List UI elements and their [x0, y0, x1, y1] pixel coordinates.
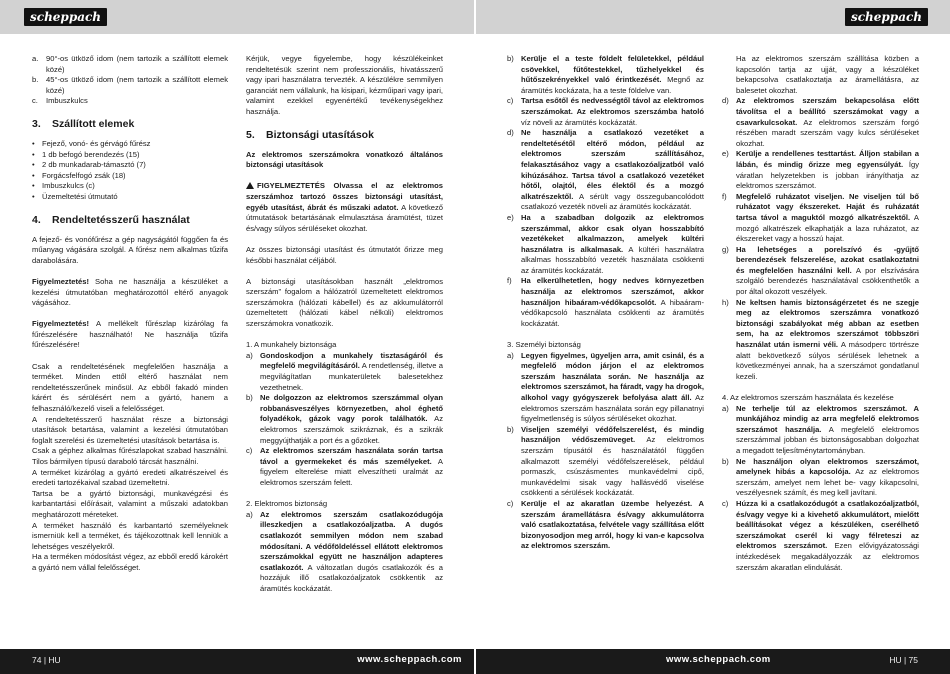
subsection-title: 2. Elektromos biztonság — [246, 499, 328, 509]
website-link[interactable]: www.scheppach.com — [357, 654, 462, 665]
paragraph: Az összes biztonsági utasítást és útmutatót őrizze meg későbbi használat céljából. — [246, 244, 443, 265]
subheading: Az elektromos szerszámokra vonatkozó általános biztonsági utasítások — [246, 149, 443, 170]
list-item: e) Kerülje a rendellenes testtartást. Álljon stabilan a lábán, és mindig őrizze meg egyensúlyát. Így váratlan helyzetekben is jobban irányíthatja az elektromos szerszámot. — [722, 149, 919, 191]
section-heading: 3. Szállított elemek — [32, 117, 135, 130]
list-item: c) Az elektromos szerszám használata során tartsa távol a gyermekeket és más személyeket. A figyelem elterelése miatt elveszítheti uralmát az elektromos szerszám felett. — [246, 446, 443, 487]
scheppach-logo: scheppach — [845, 8, 928, 26]
list-item: a) Gondoskodjon a munkahely tisztaságáról és megfelelő megvilágításáról. A rendetlenség, illetve a megvilágítatlan munkaterületek balesetekhez vezethetnek. — [246, 350, 443, 392]
list-item: c) Húzza ki a csatlakozódugót a csatlakozóaljzatból, és/vagy vegye ki a kivehető akkumulátort, mielőtt beállításokat végez a készüléken, cserélhető szerszámokat cserél ki vagy félreteszi az elektromos szerszámot. Ezen elővigyázatossági intézkedések megakadályozzák az elektromos szerszám akaratlan elindulását. — [722, 498, 919, 572]
header-bar-right — [476, 0, 950, 34]
list-item: g) Ha lehetséges a porelszívó és -gyűjtő berendezések felszerelése, azokat csatlakoztatni és megfelelően használni kell. A por elszívására szolgáló berendezés használatával csökkenthetők a por által okozott veszélyek. — [722, 244, 919, 297]
header-bar-left — [0, 0, 474, 34]
page-number: 74 | HU — [32, 655, 61, 665]
list-item: d) Az elektromos szerszám bekapcsolása előtt távolítsa el a beállító szerszámokat vagy a csavarkulcsokat. Az elektromos szerszám forgó részében maradt szerszám vagy kulcs sérüléseket okozhat. — [722, 96, 919, 148]
paragraph: Ha a terméken módosítást végez, az ebből eredő károkért a gyártó nem vállal felelősséget. — [32, 552, 228, 572]
list-item: • Imbuszkulcs (c) — [32, 181, 95, 191]
list-item: • Üzemeltetési útmutató — [32, 191, 118, 201]
list-item: b) Ne használjon olyan elektromos szerszámot, amelynek hibás a kapcsolója. Az az elektromos szerszám, amelyet nem lehet be- vagy kikapcsolni, veszélyesnek számít, és meg kell javítani. — [722, 456, 919, 498]
section-heading: 4. Rendeltetésszerű használat — [32, 213, 190, 226]
list-item: c) Tartsa esőtől és nedvességtől távol az elektromos szerszámokat. Az elektromos szerszámba hatoló víz növeli az áramütés kockázatát. — [507, 96, 704, 127]
list-item: f) Ha elkerülhetetlen, hogy nedves környezetben használja az elektromos szerszámot, akkor használjon hibaáram-védőkapcsolót. A hibaáram-védőkapcsoló használata csökkenti az áramütés kockázatát. — [507, 276, 704, 328]
column-1 — [32, 54, 228, 574]
paragraph: Tartsa be a gyártó biztonsági, munkavégzési és karbantartási előírásait, valamint a műszaki adatokban meghatározott méreteket. — [32, 488, 228, 519]
section-heading: 5. Biztonsági utasítások — [246, 128, 374, 141]
list-item: • 2 db munkadarab-támasztó (7) — [32, 160, 146, 170]
warning-paragraph: Figyelmeztetés! Soha ne használja a készüléket a kezelési útmutatóban meghatározottól eltérő anyagok vágásához. — [32, 276, 228, 308]
list-item: c) Kerülje el az akaratlan üzembe helyezést. A szerszám áramellátásra és/vagy akkumulátorra való csatlakoztatása, felvétele vagy szállítása előtt bizonyosodjon meg arról, hogy ki van-e kapcsolva az elektromos szerszám. — [507, 498, 704, 551]
list-item: a. 90°-os ütköző idom (nem tartozik a szállított elemek közé) — [32, 54, 228, 74]
warning-triangle-icon — [246, 182, 254, 189]
paragraph: A biztonsági utasításokban használt „elektromos szerszám” fogalom a hálózatról üzemeltetett elektromos szerszámokra (hálózati kábellel) és az akkumulátorról üzemeltetett (hálózati kábel nélküli) elektromos szerszámokra vonatkozik. — [246, 276, 443, 329]
list-item: a) Legyen figyelmes, ügyeljen arra, amit csinál, és a megfelelő módon járjon el az elektromos szerszám használata során. Ne használja az elektromos szerszámot, ha fáradt, vagy ha drogok, alkohol vagy gyógyszerek befolyása alatt áll. Az elektromos szerszám használata során egy pillanatnyi figyelmetlenség is súlyos sérüléseket okozhat. — [507, 350, 704, 424]
website-link[interactable]: www.scheppach.com — [666, 654, 771, 665]
list-item: • Forgácsfelfogó zsák (18) — [32, 170, 126, 180]
list-item: b) Ne dolgozzon az elektromos szerszámmal olyan robbanásveszélyes környezetben, ahol éghető folyadékok, gázok vagy porok találhatók. Az elektromos szerszámok szikráznak, és a szikrák meggyújthatják a port és a gőzöket. — [246, 393, 443, 445]
list-item: b. 45°-os ütköző idom (nem tartozik a szállított elemek közé) — [32, 75, 228, 95]
paragraph: A terméket használó és karbantartó személyeknek ismerniük kell a terméket, és tájékozottnak kell lenniük a lehetséges veszélyekről. — [32, 520, 228, 551]
page-number: HU | 75 — [889, 655, 918, 665]
list-item: e) Ha a szabadban dolgozik az elektromos szerszámmal, akkor csak olyan hosszabbító vezetékeket alkalmazzon, amelyek kültéri használatra is alkalmasak. A kültéri használatra alkalmas hosszabbító vezeték használata csökkenti az áramütés kockázatát. — [507, 212, 704, 275]
column-4 — [722, 54, 919, 573]
paragraph: A fejező- és vonófűrész a gép nagyságától függően fa és műanyag vágására szolgál. A fűrész nem alkalmas tűzifa darabolására. — [32, 234, 228, 265]
list-item: • 1 db befogó berendezés (15) — [32, 149, 140, 159]
paragraph: A rendeltetésszerű használat része a biztonsági utasítások betartása, valamint a kezelési útmutatóban foglalt szerelési és üzemeltetési utasítások betartása is. — [32, 414, 228, 445]
paragraph: A terméket kizárólag a gyártó eredeti alkatrészeivel és eredeti tartozékaival szabad üzemeltetni. — [32, 467, 228, 488]
subsection-title: 3. Személyi biztonság — [507, 340, 581, 350]
subsection-title: 4. Az elektromos szerszám használata és kezelése — [722, 393, 894, 402]
warning-paragraph: FIGYELMEZTETÉS Olvassa el az elektromos szerszámhoz tartozó összes biztonsági utasítást, egyéb utasítást, ábrát és műszaki adatot. A következő útmutatások betartásának elmulasztása áramütést, tüzet és/vagy súlyos sérüléseket okozhat. — [246, 181, 443, 233]
list-item: b) Viseljen személyi védőfelszerelést, és mindig használjon védőszemüveget. Az elektromos szerszám típusától és használatától függően alkalmazott személyi védőfelszerelések, például pormaszk, csúszásmentes munkavédelmi cipő, munkavédelmi sisak vagy hallásvédő viselése csökkenti a sérülések kockázatát. — [507, 424, 704, 498]
column-3 — [507, 54, 704, 552]
footer-bar-left — [0, 649, 474, 674]
footer-bar-right — [476, 649, 950, 674]
list-item: a) Ne terhelje túl az elektromos szerszámot. A munkájához mindig az arra megfelelő elektromos szerszámot használja. A megfelelő elektromos szerszámmal jobban és biztonságosabban dolgozhat a megadott teljesítménytartományban. — [722, 403, 919, 455]
list-item: c. Imbuszkulcs — [32, 96, 88, 106]
paragraph: Csak a géphez alkalmas fűrészlapokat szabad használni. Tilos bármilyen típusú daraboló tárcsát használni. — [32, 446, 228, 466]
list-item: Ha az elektromos szerszám szállítása közben a kapcsolón tartja az ujját, vagy a készüléket bekapcsolva csatlakoztatja az áramellátásra, az balesetet okozhat. — [736, 54, 919, 95]
list-item: a) Az elektromos szerszám csatlakozódugója illeszkedjen a csatlakozóaljzatba. A dugós csatlakozót semmilyen módon nem szabad módosítani. A védőföldeléssel ellátott elektromos szerszámokkal együtt ne használjon adapteres csatlakozót. A változatlan dugós csatlakozók és a hozzájuk illő csatlakozóaljzatok csökkentik az áramütés kockázatát. — [246, 509, 443, 593]
list-item: h) Ne keltsen hamis biztonságérzetet és ne szegje meg az elektromos szerszámra vonatkozó biztonsági szabályokat még abban az esetben sem, ha az elektromos szerszámot többszöri használat után ismerni véli. A másodperc törtrésze alatt bekövetkező súlyos sérülések lehetnek a következményei annak, ha a szerszámot gondatlanul kezeli. — [722, 297, 919, 381]
warning-paragraph: Figyelmeztetés! A mellékelt fűrészlap kizárólag fa fűrészelésére használható! Ne használja tűzifa fűrészelésére! — [32, 319, 228, 350]
list-item: b) Kerülje el a teste földelt felületekkel, például csövekkel, fűtőtestekkel, tűzhelyekkel és hűtőszekrényekkel való érintkezését. Megnő az áramütés kockázata, ha a teste földelve van. — [507, 54, 704, 95]
list-item: f) Megfelelő ruházatot viseljen. Ne viseljen túl bő ruházatot vagy ékszereket. Haját és ruházatát tartsa távol a maguktól mozgó alkatrészektől. A mozgó alkatrészek elkaphatják a laza ruházatot, az ékszereket vagy a hosszú hajat. — [722, 191, 919, 244]
paragraph: Csak a rendeltetésének megfelelően használja a terméket. Minden ettől eltérő használat nem rendeltetésszerűnek minősül. Az ebből fakadó minden kárért és sérülésért nem a gyártó, hanem a felhasználó/kezelő viseli a felelősséget. — [32, 361, 228, 414]
scheppach-logo: scheppach — [24, 8, 107, 26]
column-2 — [246, 54, 443, 595]
list-item: • Fejező, vonó- és gérvágó fűrész — [32, 138, 151, 148]
paragraph: Kérjük, vegye figyelembe, hogy készülékeinket rendeltetésük szerint nem professzionális, hivatásszerű vagy ipari használatra tervezték. A készülékre semmilyen garanciát nem vállalunk, ha kisipari, kézműipari vagy ipari, valamint ezekkel egyenértékű tevékenységekhez használja. — [246, 54, 443, 116]
subsection-title: 1. A munkahely biztonsága — [246, 340, 337, 350]
list-item: d) Ne használja a csatlakozó vezetéket a rendeltetésétől eltérő módon, például az elektromos szerszám szállításához, felakasztásához vagy a csatlakozóaljzatból való kihúzásához. Tartsa távol a csatlakozó vezetéket hőtől, olajtól, éles élektől és a mozgó alkatrészektől. A sérült vagy összegubancolódott csatlakozó vezeték növeli az áramütés kockázatát. — [507, 128, 704, 212]
